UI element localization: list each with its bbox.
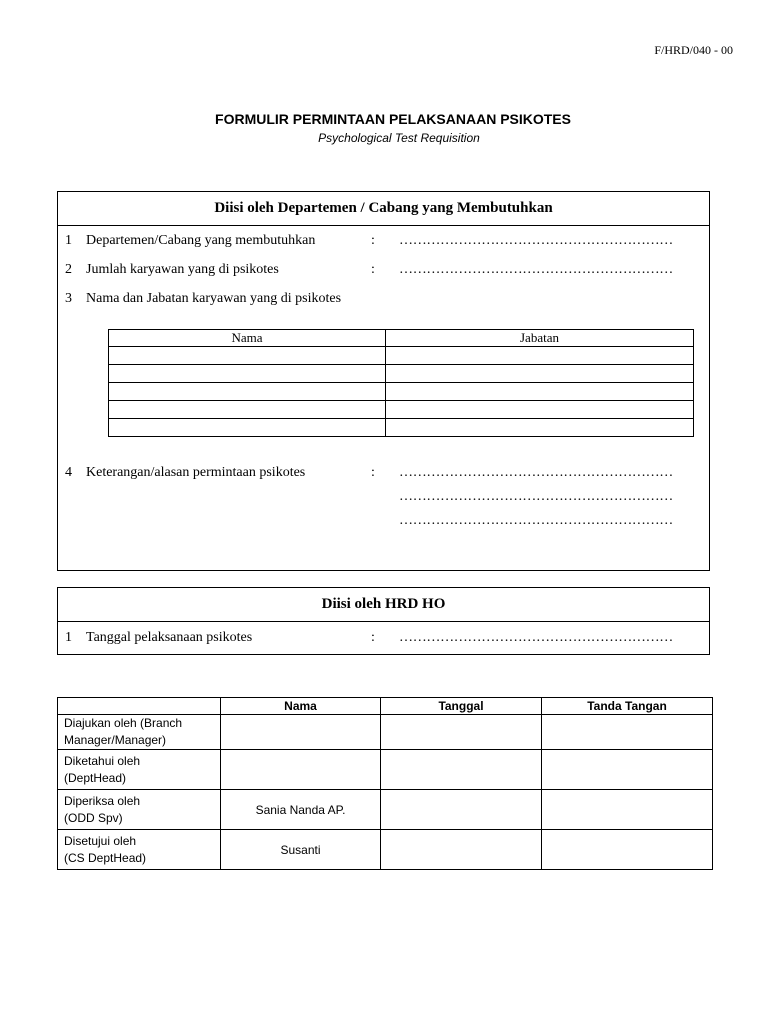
item-number: 2 (65, 262, 72, 277)
table-row (58, 750, 713, 790)
employee-table-header-jabatan: Jabatan (386, 330, 694, 347)
form-subtitle: Psychological Test Requisition (318, 131, 480, 145)
employee-name-cell[interactable] (109, 365, 386, 383)
item-colon: : (371, 262, 375, 277)
employee-position-cell[interactable] (386, 419, 694, 437)
table-row (109, 347, 694, 365)
reason-fill-line-2[interactable]: …………………………………………………… (399, 489, 674, 504)
table-row (109, 383, 694, 401)
approval-header-role (58, 698, 221, 715)
section-hrd-header: Diisi oleh HRD HO (58, 588, 709, 622)
approval-date-cell[interactable] (381, 750, 542, 790)
approval-signature-cell[interactable] (542, 830, 713, 870)
table-row (58, 790, 713, 830)
approval-header-name: Nama (221, 698, 381, 715)
employee-name-cell[interactable] (109, 347, 386, 365)
employee-table (108, 329, 694, 437)
table-row (109, 401, 694, 419)
approval-signature-cell[interactable] (542, 750, 713, 790)
reason-fill-line-3[interactable]: …………………………………………………… (399, 513, 674, 528)
item-colon: : (371, 465, 375, 480)
employee-position-cell[interactable] (386, 347, 694, 365)
employee-position-cell[interactable] (386, 365, 694, 383)
section-department-header: Diisi oleh Departemen / Cabang yang Membutuhkan (58, 192, 709, 226)
approval-header-signature: Tanda Tangan (542, 698, 713, 715)
employee-count-fill-line[interactable]: …………………………………………………… (399, 262, 674, 277)
item-number: 1 (65, 233, 72, 248)
approval-table (57, 697, 713, 870)
section-department (57, 191, 710, 571)
item-colon: : (371, 233, 375, 248)
test-date-fill-line[interactable]: …………………………………………………… (399, 630, 674, 645)
item-label: Departemen/Cabang yang membutuhkan (86, 233, 316, 248)
approval-date-cell[interactable] (381, 830, 542, 870)
employee-table-header-nama: Nama (109, 330, 386, 347)
approval-name-cell[interactable]: Sania Nanda AP. (221, 790, 381, 830)
department-fill-line[interactable]: …………………………………………………… (399, 233, 674, 248)
form-code: F/HRD/040 - 00 (654, 43, 733, 57)
approval-role: Disetujui oleh (CS DeptHead) (58, 830, 221, 870)
section-hrd (57, 587, 710, 655)
employee-name-cell[interactable] (109, 383, 386, 401)
employee-position-cell[interactable] (386, 383, 694, 401)
item-colon: : (371, 630, 375, 645)
employee-name-cell[interactable] (109, 401, 386, 419)
item-label: Jumlah karyawan yang di psikotes (86, 262, 279, 277)
approval-role: Diketahui oleh (DeptHead) (58, 750, 221, 790)
item-label: Nama dan Jabatan karyawan yang di psikotes (86, 291, 342, 306)
table-row (109, 419, 694, 437)
item-number: 1 (65, 630, 72, 645)
approval-name-cell[interactable]: Susanti (221, 830, 381, 870)
approval-role: Diajukan oleh (Branch Manager/Manager) (58, 715, 221, 750)
approval-date-cell[interactable] (381, 790, 542, 830)
approval-role: Diperiksa oleh (ODD Spv) (58, 790, 221, 830)
reason-fill-line-1[interactable]: …………………………………………………… (399, 465, 674, 480)
form-title: FORMULIR PERMINTAAN PELAKSANAAN PSIKOTES (215, 111, 571, 127)
approval-date-cell[interactable] (381, 715, 542, 750)
table-row (58, 830, 713, 870)
approval-signature-cell[interactable] (542, 715, 713, 750)
employee-name-cell[interactable] (109, 419, 386, 437)
item-number: 4 (65, 465, 72, 480)
employee-position-cell[interactable] (386, 401, 694, 419)
approval-header-date: Tanggal (381, 698, 542, 715)
item-label: Tanggal pelaksanaan psikotes (86, 630, 253, 645)
approval-signature-cell[interactable] (542, 790, 713, 830)
table-row (109, 365, 694, 383)
table-row (58, 715, 713, 750)
approval-name-cell[interactable] (221, 750, 381, 790)
approval-name-cell[interactable] (221, 715, 381, 750)
item-label: Keterangan/alasan permintaan psikotes (86, 465, 306, 480)
item-number: 3 (65, 291, 72, 306)
